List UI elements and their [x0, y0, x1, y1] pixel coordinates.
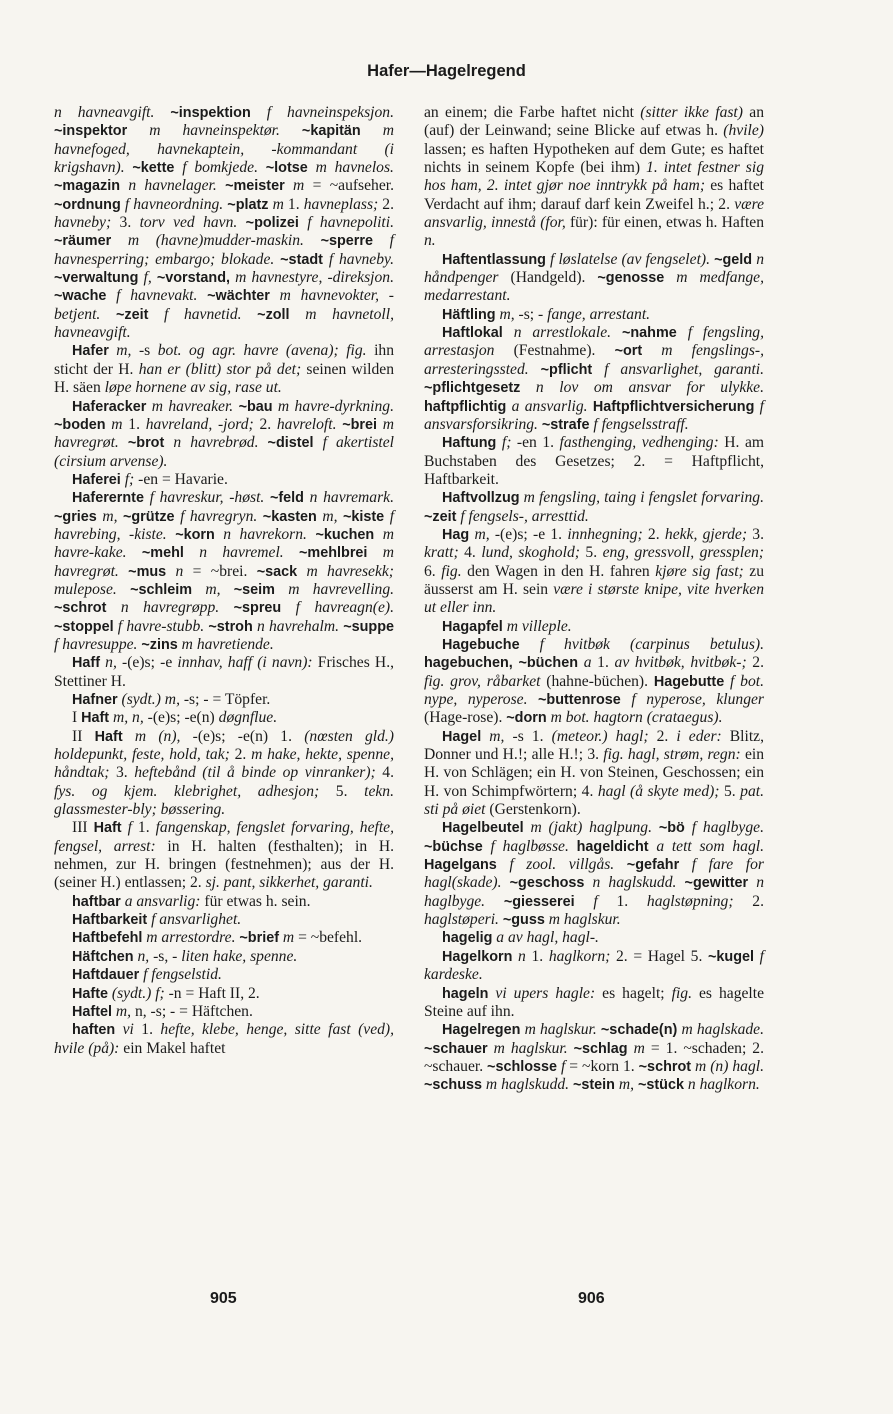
dictionary-entry: Hagapfel m villeple. — [442, 617, 572, 635]
dictionary-entry: Hagelkorn n 1. haglkorn; 2. = Hagel 5. ~kugel f kardeske. — [424, 947, 764, 984]
page-title: Hafer—Hagelregend — [367, 62, 526, 80]
dictionary-entry: Haftel m, n, -s; - = Häftchen. — [72, 1002, 253, 1020]
dictionary-entry: III Haft f 1. fangenskap, fengslet forvaring, hefte, fengsel, arrest: in H. halten (festhalten); in H. nehmen, zur H. bringen (festnehmen); aus der H. (seiner H.) entlassen; 2. sj. pant, sikkerhet, garanti. — [54, 819, 395, 892]
dictionary-entry: Hagel m, -s 1. (meteor.) hagl; 2. i eder: Blitz, Donner und H.!; alle H.!; 3. fig. hagl, strøm, regn: ein H. von Schlägen; ein H. von Steinen, Geschossen; ein H. von Schimpfwörtern; 4. hagl (å skyte med); 5. pat. sti på øiet (Gerstenkorn). — [424, 727, 765, 819]
dictionary-entry: Haftung f; -en 1. fasthenging, vedhenging: H. am Buchstaben des Gesetzes; 2. = Haftpflicht, Haftbarkeit. — [424, 434, 764, 488]
dictionary-entry: II Haft m (n), -(e)s; -e(n) 1. (nœsten gld.) holdepunkt, feste, hold, tak; 2. m hake, hekte, spenne, håndtak; 3. heftebånd (til å binde op vinranker); 4. fys. og kjem. klebrighet, adhesjon; 5. tekn. glassmester-bly; bøssering. — [54, 727, 394, 819]
dictionary-entry: Haftentlassung f løslatelse (av fengselet). ~geld n håndpenger (Handgeld). ~genosse m medfange, medarrestant. — [424, 250, 764, 305]
page-number-left: 905 — [210, 1290, 237, 1307]
dictionary-entry: Haftbarkeit f ansvarlighet. — [72, 911, 242, 929]
dictionary-entry: Häftling m, -s; - fange, arrestant. — [442, 305, 651, 323]
dictionary-entry: Haferernte f havreskur, -høst. ~feld n havremark. ~gries m, ~grütze f havregryn. ~kasten m, ~kiste f havrebing, -kiste. ~korn n havrekorn. ~kuchen m havre-kake. ~mehl n havremel. ~mehlbrei m havregrøt. ~mus n = ~brei. ~sack m havresekk; mulepose. ~schleim m, ~seim m havrevelling. ~schrot n havregrøpp. ~spreu f havreagn(e). ~stoppel f havre-stubb. ~stroh n havrehalm. ~suppe f havresuppe. ~zins m havretiende. — [54, 489, 395, 653]
dictionary-entry: Hagelregen m haglskur. ~schade(n) m haglskade. ~schauer m haglskur. ~schlag m = 1. ~schaden; 2. ~schauer. ~schlosse f = ~korn 1. ~schrot m (n) hagl. ~schuss m haglskudd. ~stein m, ~stück n haglkorn. — [424, 1021, 764, 1094]
dictionary-entry: Haftbefehl m arrestordre. ~brief m = ~befehl. — [72, 929, 363, 947]
dictionary-entry: I Haft m, n, -(e)s; -e(n) døgnflue. — [72, 709, 278, 727]
dictionary-entry: Hafer m, -s bot. og agr. havre (avena); fig. ihn sticht der H. han er (blitt) stor på det; seinen wilden H. säen løpe hornene av sig, rase ut. — [54, 342, 395, 397]
page-number-right: 906 — [578, 1290, 605, 1307]
dictionary-entry: Hafte (sydt.) f; -n = Haft II, 2. — [72, 984, 260, 1002]
dictionary-entry: Hag m, -(e)s; -e 1. innhegning; 2. hekk, gjerde; 3. kratt; 4. lund, skoghold; 5. eng, gressvoll, gressplen; 6. fig. den Wagen in den H. fahren kjøre sig fast; zu äusserst am H. sein være i største knipe, vite hverken ut eller inn. — [424, 525, 765, 617]
dictionary-entry: haftbar a ansvarlig: für etwas h. sein. — [72, 892, 311, 910]
dictionary-entry: Hagelbeutel m (jakt) haglpung. ~bö f haglbyge. ~büchse f haglbøsse. hageldicht a tett som hagl. Hagelgans f zool. villgås. ~gefahr f fare for hagl(skade). ~geschoss n haglskudd. ~gewitter n haglbyge. ~giesserei f 1. haglstøpning; 2. haglstøperi. ~guss m haglskur. — [424, 819, 765, 929]
dictionary-entry: haften vi 1. hefte, klebe, henge, sitte fast (ved), hvile (på): ein Makel haftet — [54, 1021, 394, 1057]
right-column — [424, 104, 764, 1095]
dictionary-entry: Haferacker m havreaker. ~bau m havre-dyrkning. ~boden m 1. havreland, -jord; 2. havreloft. ~brei m havregrøt. ~brot n havrebrød. ~distel f akertistel (cirsium arvense). — [54, 397, 395, 470]
dictionary-entry: an einem; die Farbe haftet nicht (sitter ikke fast) an (auf) der Leinwand; seine Blicke auf etwas h. (hvile) lassen; es haften Hypotheken auf dem Gute; es haftet nichts in seinem Kopfe (bei ihm) 1. intet festner sig hos ham, 2. intet gjør noe inntrykk på ham; es haftet Verdacht auf ihm; darauf darf kein Zweifel h.; 2. være ansvarlig, innestå (for, für): für einen, etwas h. Haften n. — [424, 104, 764, 250]
dictionary-entry: Hafner (sydt.) m, -s; - = Töpfer. — [72, 691, 271, 708]
dictionary-entry: Häftchen n, -s, - liten hake, spenne. — [72, 947, 298, 965]
dictionary-entry: hagelig a av hagl, hagl-. — [442, 929, 599, 947]
dictionary-entry: Haftlokal n arrestlokale. ~nahme f fengsling, arrestasjon (Festnahme). ~ort m fengslings-, arresteringssted. ~pflicht f ansvarlighet, garanti. ~pflichtgesetz n lov om ansvar for ulykke. haftpflichtig a ansvarlig. Haftpflichtversicherung f ansvarsforsikring. ~strafe f fengselsstraff. — [424, 324, 765, 433]
dictionary-entry: Haferei f; -en = Havarie. — [72, 470, 228, 488]
dictionary-entry: Haff n, -(e)s; -e innhav, haff (i navn): Frisches H., Stettiner H. — [54, 654, 394, 690]
dictionary-entry: n havneavgift. ~inspektion f havneinspeksjon. ~inspektor m havneinspektør. ~kapitän m havnefoged, havnekaptein, -kommandant (i krigshavn). ~kette f bomkjede. ~lotse m havnelos. ~magazin n havnelager. ~meister m = ~aufseher. ~ordnung f havneordning. ~platz m 1. havneplass; 2. havneby; 3. torv ved havn. ~polizei f havnepoliti. ~räumer m (havne)mudder-maskin. ~sperre f havnesperring; embargo; blokade. ~stadt f havneby. ~verwaltung f, ~vorstand, m havnestyre, -direksjon. ~wache f havnevakt. ~wächter m havnevokter, -betjent. ~zeit f havnetid. ~zoll m havnetoll, havneavgift. — [54, 104, 394, 342]
dictionary-entry: Haftdauer f fengselstid. — [72, 966, 222, 984]
dictionary-entry: Haftvollzug m fengsling, taing i fengslet forvaring. ~zeit f fengsels-, arresttid. — [424, 489, 764, 525]
left-column — [54, 104, 394, 1058]
dictionary-entry: Hagebuche f hvitbøk (carpinus betulus). hagebuchen, ~büchen a 1. av hvitbøk, hvitbøk-; 2. fig. grov, råbarket (hahne-büchen). Hagebutte f bot. nype, nyperose. ~buttenrose f nyperose, klunger (Hage-rose). ~dorn m bot. hagtorn (crataegus). — [424, 635, 765, 727]
dictionary-entry: hageln vi upers hagle: es hagelt; fig. es hagelte Steine auf ihn. — [424, 984, 765, 1020]
